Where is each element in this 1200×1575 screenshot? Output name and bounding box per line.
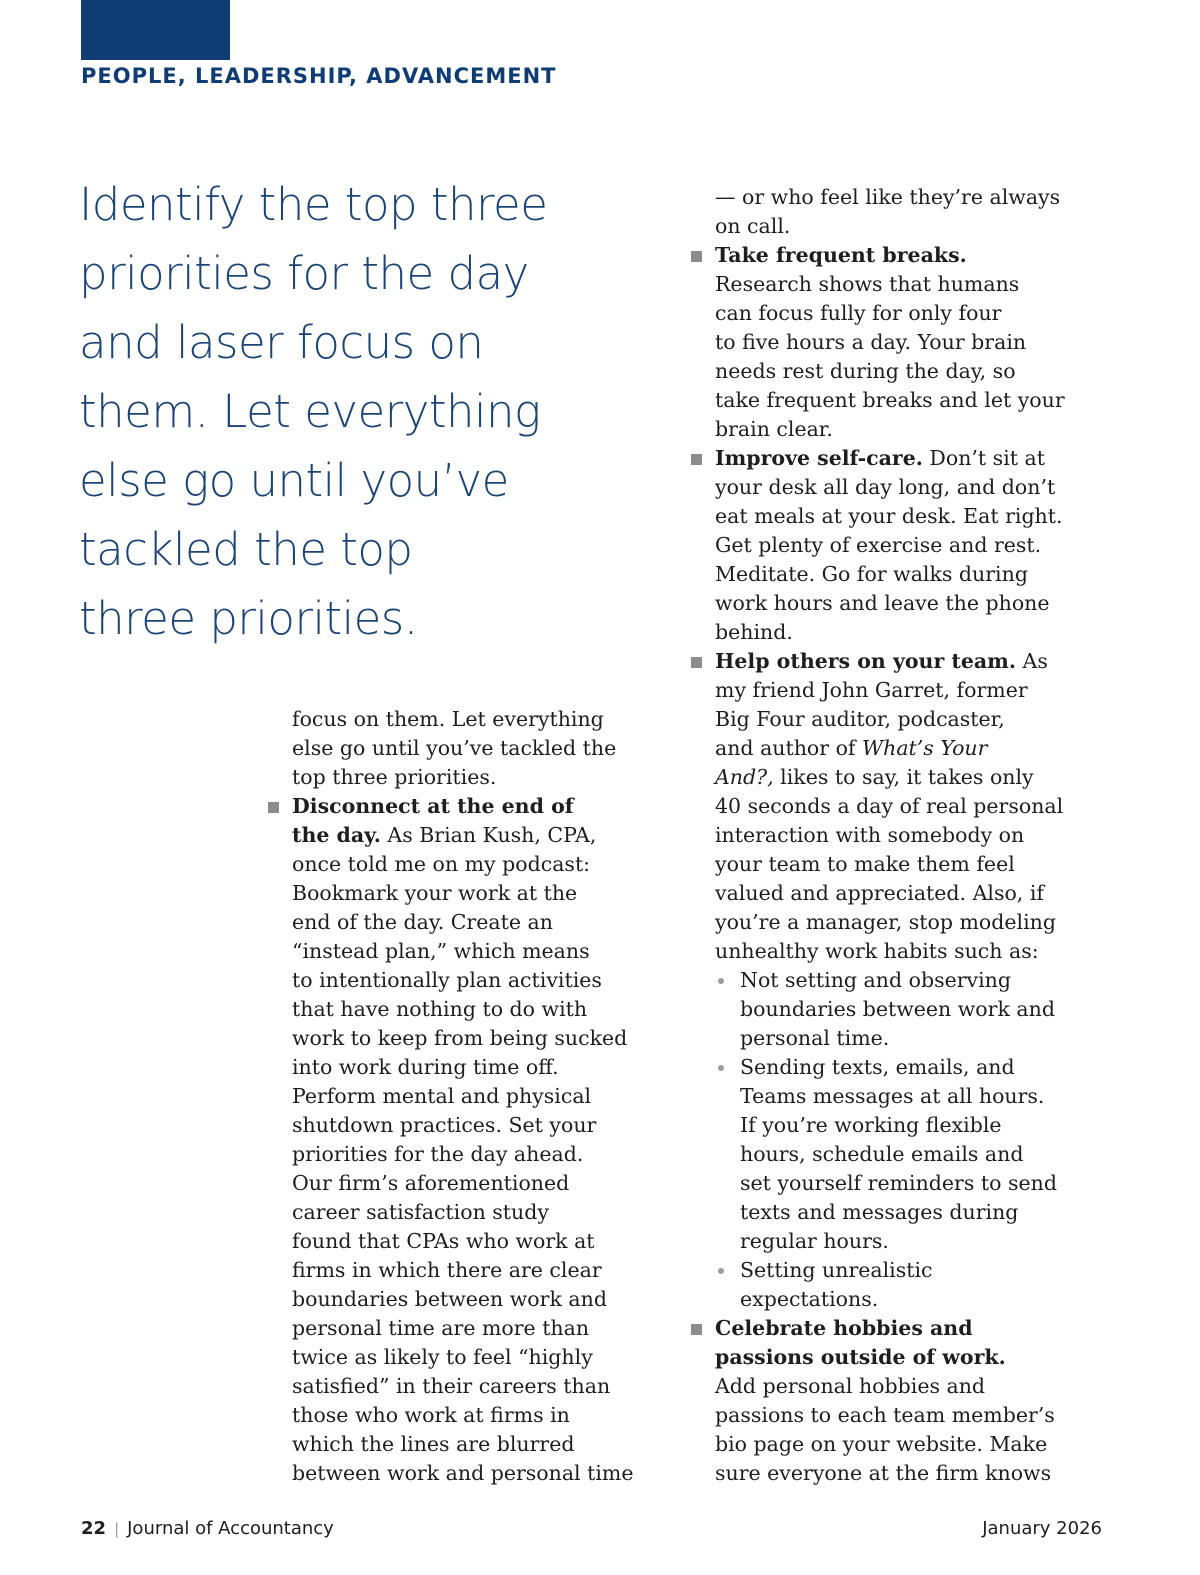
body-line (292, 821, 672, 850)
body-text: that have nothing to do with (292, 997, 588, 1021)
body-text: As (1016, 649, 1048, 673)
body-text: bio page on your website. Make (715, 1432, 1048, 1456)
pull-quote-line: and laser focus on (79, 316, 484, 369)
body-line (292, 1111, 672, 1140)
body-text: Teams messages at all hours. (740, 1084, 1045, 1108)
body-line (292, 734, 672, 763)
body-line (292, 1459, 672, 1488)
body-line (715, 734, 1115, 763)
body-line (292, 705, 672, 734)
pull-quote-line: else go until you’ve (79, 454, 509, 507)
run-in-heading: Disconnect at the end of (292, 794, 574, 818)
body-line (292, 792, 672, 821)
body-line (715, 1372, 1115, 1401)
body-text: between work and personal time (292, 1461, 634, 1485)
body-text: Big Four auditor, podcaster, (715, 707, 1005, 731)
body-text: texts and messages during (740, 1200, 1019, 1224)
pull-quote-line: priorities for the day (79, 247, 529, 300)
body-line (715, 763, 1115, 792)
body-line (715, 908, 1115, 937)
body-text: twice as likely to feel “highly (292, 1345, 593, 1369)
body-text: else go until you’ve tackled the (292, 736, 617, 760)
page-number: 22 (81, 1518, 107, 1539)
body-line (292, 966, 672, 995)
body-line (292, 937, 672, 966)
body-text: priorities for the day ahead. (292, 1142, 584, 1166)
body-line (292, 1372, 672, 1401)
square-bullet-icon (691, 1324, 702, 1335)
body-line (715, 705, 1115, 734)
body-text: interaction with somebody on (715, 823, 1025, 847)
body-line (715, 995, 1115, 1024)
body-line (715, 792, 1115, 821)
body-text: Bookmark your work at the (292, 881, 578, 905)
body-line (715, 1082, 1115, 1111)
run-in-heading: Celebrate hobbies and (715, 1316, 973, 1340)
body-text: end of the day. Create an (292, 910, 553, 934)
body-text: can focus fully for only four (715, 301, 1002, 325)
body-line (292, 1024, 672, 1053)
body-line (292, 908, 672, 937)
body-line (715, 1198, 1115, 1227)
body-line (715, 1314, 1115, 1343)
body-line (715, 444, 1115, 473)
body-text: work to keep from being sucked (292, 1026, 628, 1050)
body-text: needs rest during the day, so (715, 359, 1016, 383)
body-line (715, 1111, 1115, 1140)
run-in-heading: passions outside of work. (715, 1345, 1006, 1369)
issue-date: January 2026 (982, 1518, 1102, 1539)
body-line (715, 937, 1115, 966)
pull-quote-line: three priorities. (79, 592, 418, 645)
body-text: “instead plan,” which means (292, 939, 590, 963)
body-text: Don’t sit at (922, 446, 1045, 470)
body-text: work hours and leave the phone (715, 591, 1050, 615)
body-line (715, 1343, 1115, 1372)
body-text: take frequent breaks and let your (715, 388, 1065, 412)
body-text: passions to each team member’s (715, 1403, 1055, 1427)
body-line (715, 1285, 1115, 1314)
body-line (715, 618, 1115, 647)
body-line (715, 850, 1115, 879)
body-line (715, 241, 1115, 270)
body-text: into work during time off. (292, 1055, 559, 1079)
body-text: focus on them. Let everything (292, 707, 604, 731)
body-text: 40 seconds a day of real personal (715, 794, 1064, 818)
body-line (292, 1285, 672, 1314)
body-line (292, 1140, 672, 1169)
body-line (715, 386, 1115, 415)
book-title: What’s Your (862, 736, 988, 760)
body-line (715, 1401, 1115, 1430)
book-title: And?, (715, 765, 774, 789)
footer-left (81, 1518, 334, 1539)
body-text: shutdown practices. Set your (292, 1113, 597, 1137)
round-bullet-icon (718, 1268, 724, 1274)
pull-quote-line: tackled the top (79, 523, 413, 576)
body-line (292, 1256, 672, 1285)
body-line (715, 1430, 1115, 1459)
body-line (715, 1256, 1115, 1285)
body-text: — or who feel like they’re always (715, 185, 1061, 209)
run-in-heading: the day. (292, 823, 381, 847)
body-text: personal time. (740, 1026, 890, 1050)
body-text: those who work at firms in (292, 1403, 570, 1427)
pull-quote-line: them. Let everything (79, 385, 541, 438)
body-line (715, 966, 1115, 995)
body-line (715, 1024, 1115, 1053)
body-text: Setting unrealistic (740, 1258, 933, 1282)
round-bullet-icon (718, 978, 724, 984)
body-line (715, 1053, 1115, 1082)
body-line (292, 763, 672, 792)
body-text: Sending texts, emails, and (740, 1055, 1015, 1079)
round-bullet-icon (718, 1065, 724, 1071)
body-line (715, 473, 1115, 502)
body-line (292, 1198, 672, 1227)
body-text: once told me on my podcast: (292, 852, 591, 876)
body-line (715, 1459, 1115, 1488)
body-text: found that CPAs who work at (292, 1229, 595, 1253)
header-accent-bar (81, 0, 230, 60)
body-line (715, 357, 1115, 386)
body-line (292, 1314, 672, 1343)
body-line (292, 1343, 672, 1372)
body-line (715, 879, 1115, 908)
square-bullet-icon (691, 657, 702, 668)
body-line (715, 647, 1115, 676)
body-line (292, 995, 672, 1024)
body-text: which the lines are blurred (292, 1432, 575, 1456)
section-label: PEOPLE, LEADERSHIP, ADVANCEMENT (81, 64, 557, 88)
body-text: Research shows that humans (715, 272, 1020, 296)
body-text: Not setting and observing (740, 968, 1012, 992)
body-text: hours, schedule emails and (740, 1142, 1024, 1166)
right-column (715, 183, 1115, 1488)
body-line (715, 1227, 1115, 1256)
body-line (715, 531, 1115, 560)
run-in-heading: Take frequent breaks. (715, 243, 967, 267)
body-line (292, 1401, 672, 1430)
body-text: brain clear. (715, 417, 833, 441)
body-text: your team to make them feel (715, 852, 1015, 876)
body-text: satisfied” in their careers than (292, 1374, 611, 1398)
square-bullet-icon (691, 251, 702, 262)
body-text: Add personal hobbies and (715, 1374, 986, 1398)
body-text: boundaries between work and (292, 1287, 607, 1311)
body-text: to intentionally plan activities (292, 968, 602, 992)
body-text: set yourself reminders to send (740, 1171, 1057, 1195)
body-line (292, 1169, 672, 1198)
body-text: personal time are more than (292, 1316, 590, 1340)
body-text: your desk all day long, and don’t (715, 475, 1056, 499)
body-text: unhealthy work habits such as: (715, 939, 1039, 963)
body-text: Perform mental and physical (292, 1084, 592, 1108)
body-line (715, 299, 1115, 328)
body-line (715, 589, 1115, 618)
pull-quote-line: Identify the top three (79, 178, 548, 231)
body-line (715, 821, 1115, 850)
body-text: on call. (715, 214, 791, 238)
body-text: firms in which there are clear (292, 1258, 602, 1282)
body-line (292, 850, 672, 879)
body-text: career satisfaction study (292, 1200, 549, 1224)
left-column (292, 705, 672, 1488)
body-line (715, 183, 1115, 212)
body-text: behind. (715, 620, 793, 644)
body-text: sure everyone at the firm knows (715, 1461, 1052, 1485)
body-text: top three priorities. (292, 765, 497, 789)
square-bullet-icon (691, 454, 702, 465)
body-line (715, 328, 1115, 357)
body-line (715, 1140, 1115, 1169)
body-line (292, 1053, 672, 1082)
body-line (292, 1227, 672, 1256)
body-line (715, 270, 1115, 299)
body-text: and author of (715, 736, 863, 760)
publication-name: Journal of Accountancy (127, 1518, 334, 1539)
body-line (715, 560, 1115, 589)
body-line (715, 502, 1115, 531)
body-text: Our firm’s aforementioned (292, 1171, 570, 1195)
run-in-heading: Improve self-care. (715, 446, 923, 470)
body-line (292, 1082, 672, 1111)
body-line (715, 415, 1115, 444)
square-bullet-icon (268, 802, 279, 813)
body-line (715, 1169, 1115, 1198)
body-line (715, 212, 1115, 241)
footer-separator: | (114, 1520, 120, 1538)
body-text: Meditate. Go for walks during (715, 562, 1028, 586)
body-text: my friend John Garret, former (715, 678, 1028, 702)
body-text: As Brian Kush, CPA, (380, 823, 597, 847)
run-in-heading: Help others on your team. (715, 649, 1017, 673)
body-text: to five hours a day. Your brain (715, 330, 1027, 354)
body-line (715, 676, 1115, 705)
body-text: expectations. (740, 1287, 879, 1311)
body-text: boundaries between work and (740, 997, 1055, 1021)
body-line (292, 1430, 672, 1459)
body-text: valued and appreciated. Also, if (715, 881, 1044, 905)
pull-quote (79, 170, 619, 653)
body-text: you’re a manager, stop modeling (715, 910, 1056, 934)
body-text: eat meals at your desk. Eat right. (715, 504, 1063, 528)
body-text: Get plenty of exercise and rest. (715, 533, 1042, 557)
body-text: likes to say, it takes only (773, 765, 1034, 789)
body-text: regular hours. (740, 1229, 889, 1253)
body-line (292, 879, 672, 908)
body-text: If you’re working flexible (740, 1113, 1002, 1137)
